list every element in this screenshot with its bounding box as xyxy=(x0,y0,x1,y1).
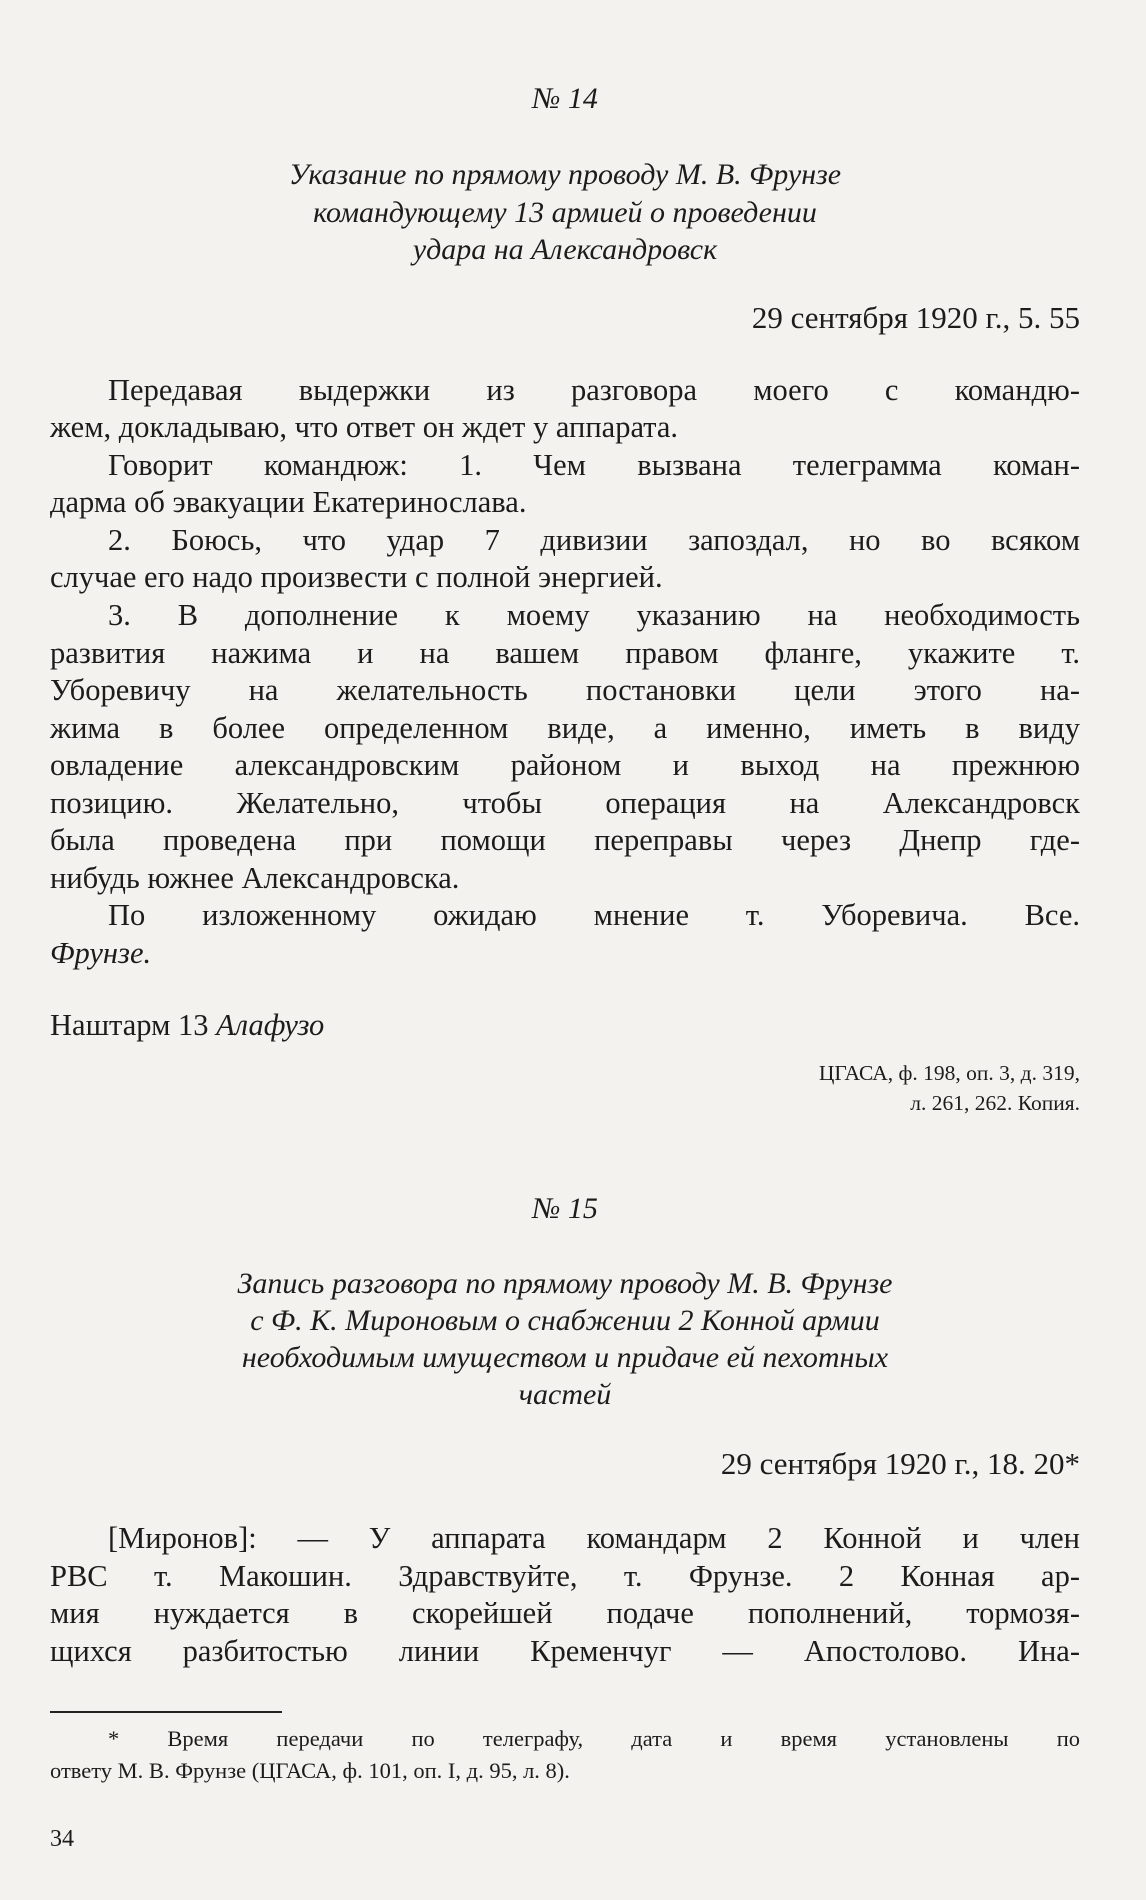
doc14-text-line: 3. В дополнение к моему указанию на необходимость xyxy=(108,598,1080,632)
doc14-title-line: удара на Александровск xyxy=(412,233,718,266)
doc15-text-line: [Миронов]: — У аппарата командарм 2 Конной и член xyxy=(108,1521,1080,1555)
doc15-title-line: Запись разговора по прямому проводу М. В. Фрунзе xyxy=(237,1267,893,1300)
doc14-number: № 14 xyxy=(532,82,598,115)
doc14-title-line: командующему 13 армией о проведении xyxy=(313,196,817,229)
nashtarm-name: Алафузо xyxy=(216,1008,325,1042)
doc14-date: 29 сентября 1920 г., 5. 55 xyxy=(751,300,1080,335)
footnote-rule xyxy=(50,1711,282,1713)
doc14-text-line: была проведена при помощи переправы через Днепр где- xyxy=(50,823,1080,857)
doc14-text-line: развития нажима и на вашем правом фланге, укажите т. xyxy=(50,636,1080,670)
doc14-text-line: Говорит командюж: 1. Чем вызвана телеграмма коман- xyxy=(108,448,1080,482)
doc15-title-line: с Ф. К. Мироновым о снабжении 2 Конной армии xyxy=(250,1304,880,1337)
doc14-text-line: Передавая выдержки из разговора моего с командю- xyxy=(108,373,1080,407)
doc14-title-line: Указание по прямому проводу М. В. Фрунзе xyxy=(288,158,842,191)
doc15-text-line: мия нуждается в скорейшей подаче пополнений, тормозя- xyxy=(50,1596,1080,1630)
doc15-title-line: частей xyxy=(518,1378,612,1411)
doc14-text-line: дарма об эвакуации Екатеринослава. xyxy=(50,485,527,519)
doc15-date: 29 сентября 1920 г., 18. 20* xyxy=(720,1446,1080,1481)
doc14-text-line: позицию. Желательно, чтобы операция на Александровск xyxy=(50,786,1080,820)
doc14-text-line: жима в более определенном виде, а именно, иметь в виду xyxy=(50,711,1080,745)
footnote-line: * Время передачи по телеграфу, дата и время установлены по xyxy=(108,1726,1080,1751)
page-number: 34 xyxy=(50,1826,74,1852)
doc14-text-line: 2. Боюсь, что удар 7 дивизии запоздал, но во всяком xyxy=(108,523,1080,557)
doc14-signature: Фрунзе. xyxy=(50,936,152,970)
footnote-line: ответу М. В. Фрунзе (ЦГАСА, ф. 101, оп. I, д. 95, л. 8). xyxy=(50,1758,570,1783)
doc14-source xyxy=(819,1058,1080,1118)
doc14-text-line: По изложенному ожидаю мнение т. Уборевича. Все. xyxy=(108,898,1080,932)
document-page xyxy=(50,0,1080,1900)
source-line: л. 261, 262. Копия. xyxy=(910,1091,1080,1115)
doc15-text-line: РВС т. Макошин. Здравствуйте, т. Фрунзе. 2 Конная ар- xyxy=(50,1559,1080,1593)
doc14-text-line: случае его надо произвести с полной энергией. xyxy=(50,560,663,594)
doc14-text-line: Уборевичу на желательность постановки цели этого на- xyxy=(50,673,1080,707)
nashtarm-label: Наштарм 13 xyxy=(50,1008,209,1042)
doc15-text-line: щихся разбитостью линии Кременчуг — Апостолово. Ина- xyxy=(50,1634,1080,1668)
doc14-text-line: нибудь южнее Александровска. xyxy=(50,861,460,895)
doc14-text-line: жем, докладываю, что ответ он ждет у аппарата. xyxy=(50,410,679,444)
doc15-number: № 15 xyxy=(532,1192,598,1225)
source-line: ЦГАСА, ф. 198, оп. 3, д. 319, xyxy=(818,1061,1080,1085)
doc14-nashtarm xyxy=(50,1008,1080,1043)
doc15-title-line: необходимым имуществом и придаче ей пехотных xyxy=(241,1341,889,1374)
doc14-text-line: овладение александровским районом и выход на прежнюю xyxy=(50,748,1080,782)
